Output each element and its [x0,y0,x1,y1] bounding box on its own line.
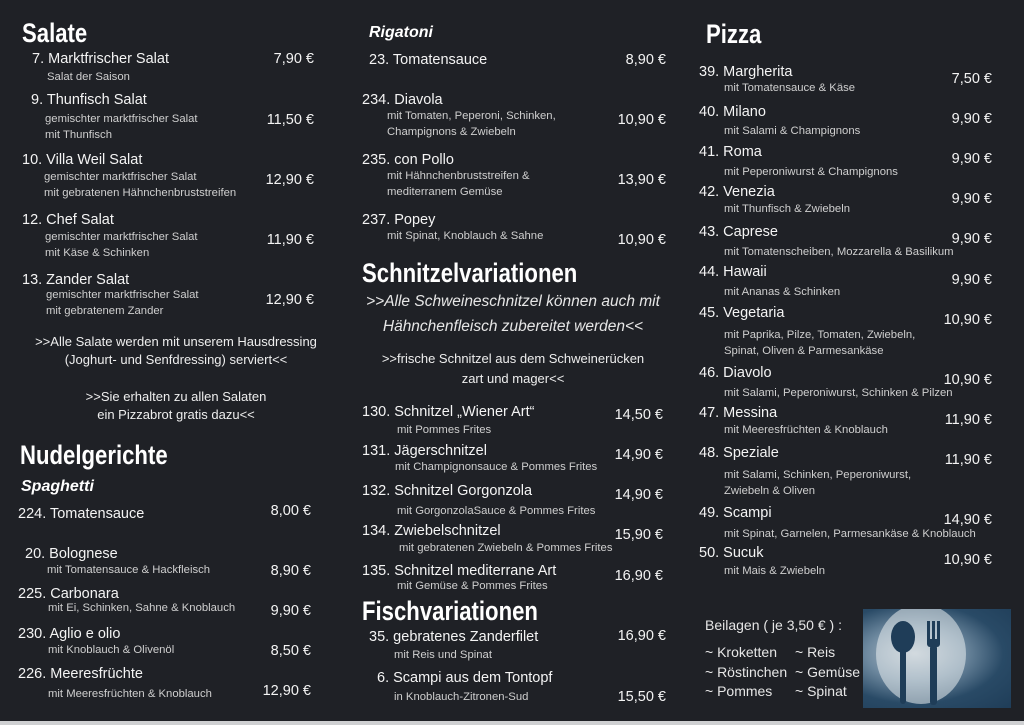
schnitzel-item-price: 14,50 € [614,407,663,423]
side-dish-item: ~ Röstinchen [705,664,788,680]
side-dish-item: ~ Spinat [795,683,847,699]
schnitzel-item-name: 135. Schnitzel mediterrane Art [362,563,557,579]
rigatoni-item-name: 237. Popey [362,212,436,228]
schnitzel-item-price: 15,90 € [614,527,663,543]
pizza-item-description: Zwiebeln & Oliven [724,485,816,497]
pizza-item-name: 50. Sucuk [699,545,764,561]
salad-item-description: gemischter marktfrischer Salat [46,289,199,301]
spaghetti-item-price: 9,90 € [270,603,311,619]
pizza-item-price: 9,90 € [951,231,992,247]
salad-item-description: mit gebratenem Zander [46,305,164,317]
salad-item-name: 12. Chef Salat [22,212,114,228]
salad-item-description: mit Käse & Schinken [45,247,150,259]
salad-item-name: 13. Zander Salat [22,272,130,288]
schnitzel-item-price: 14,90 € [614,487,663,503]
schnitzel-item-name: 134. Zwiebelschnitzel [362,523,501,539]
spoon-fork-icon [863,609,1011,708]
salad-item-description: mit gebratenen Hähnchenbruststreifen [44,187,237,199]
spaghetti-item-name: 230. Aglio e olio [18,626,121,642]
schnitzel-info: zart und mager<< [461,371,565,386]
schnitzel-item-description: mit Gemüse & Pommes Frites [397,580,548,592]
pizza-item-price: 7,50 € [951,71,992,87]
schnitzel-info: Hähnchenfleisch zubereitet werden<< [382,318,644,335]
salad-item-price: 12,90 € [265,292,314,308]
bottom-border [0,721,1024,725]
side-dish-item: ~ Kroketten [705,644,777,660]
fish-item-price: 16,90 € [617,628,666,644]
spaghetti-item-name: 224. Tomatensauce [18,506,145,522]
schnitzel-info: >>Alle Schweineschnitzel können auch mit [366,293,660,310]
salad-note: >>Alle Salate werden mit unserem Hausdressing [35,334,317,349]
rigatoni-item-description: mit Tomaten, Peperoni, Schinken, [387,110,556,122]
pizza-item-description: Spinat, Oliven & Parmesankäse [724,345,884,357]
salad-item-price: 12,90 € [265,172,314,188]
rigatoni-item-name: 23. Tomatensauce [369,52,488,68]
section-title-salate: Salate [22,18,88,48]
schnitzel-item-description: mit GorgonzolaSauce & Pommes Frites [397,505,596,517]
pizza-item-price: 11,90 € [944,412,992,428]
schnitzel-item-name: 132. Schnitzel Gorgonzola [362,483,533,499]
pizza-item-name: 45. Vegetaria [699,305,785,321]
pizza-item-description: mit Ananas & Schinken [724,286,841,298]
pizza-item-description: mit Salami & Champignons [724,125,861,137]
salad-item-description: gemischter marktfrischer Salat [44,171,197,183]
pizza-item-name: 41. Roma [699,144,762,160]
pizza-item-description: mit Tomatensauce & Käse [724,82,856,94]
subsection-title-spaghetti: Spaghetti [21,478,94,495]
rigatoni-item-price: 10,90 € [617,112,666,128]
schnitzel-item-name: 130. Schnitzel „Wiener Art“ [362,404,535,420]
salad-item-description: gemischter marktfrischer Salat [45,113,198,125]
salad-item-description: gemischter marktfrischer Salat [45,231,198,243]
rigatoni-item-price: 13,90 € [617,172,666,188]
spaghetti-item-price: 8,90 € [270,563,311,579]
side-dish-item: ~ Gemüse [795,664,860,680]
section-title-fisch: Fischvariationen [362,596,538,626]
salad-note: (Joghurt- und Senfdressing) serviert<< [64,352,288,367]
salad-item-price: 11,50 € [266,112,314,128]
cutlery-image [863,609,1011,708]
fish-item-price: 15,50 € [617,689,666,705]
pizza-item-name: 39. Margherita [699,64,793,80]
pizza-item-name: 43. Caprese [699,224,778,240]
pizza-item-description: mit Peperoniwurst & Champignons [724,166,898,178]
pizza-item-name: 42. Venezia [699,184,775,200]
pizza-item-description: mit Spinat, Garnelen, Parmesankäse & Knoblauch [724,528,976,540]
pizza-item-price: 9,90 € [951,111,992,127]
fish-item-description: mit Reis und Spinat [394,649,492,661]
pizza-item-price: 9,90 € [951,272,992,288]
schnitzel-item-price: 16,90 € [614,568,663,584]
salad-item-description: Salat der Saison [47,71,130,83]
rigatoni-item-description: Champignons & Zwiebeln [387,126,516,138]
pizza-item-name: 48. Speziale [699,445,779,461]
salad-item-name: 10. Villa Weil Salat [22,152,143,168]
pizza-item-name: 49. Scampi [699,505,772,521]
schnitzel-item-description: mit Champignonsauce & Pommes Frites [395,461,598,473]
salad-item-name: 9. Thunfisch Salat [31,92,147,108]
fish-item-name: 6. Scampi aus dem Tontopf [377,670,553,686]
section-title-schnitzel: Schnitzelvariationen [362,258,578,288]
pizza-item-description: mit Mais & Zwiebeln [724,565,826,577]
pizza-item-price: 11,90 € [944,452,992,468]
rigatoni-item-price: 10,90 € [617,232,666,248]
pizza-item-name: 40. Milano [699,104,766,120]
spaghetti-item-name: 225. Carbonara [18,586,119,602]
pizza-item-description: mit Paprika, Pilze, Tomaten, Zwiebeln, [724,329,916,341]
rigatoni-item-description: mit Hähnchenbruststreifen & [387,170,530,182]
rigatoni-item-description: mediterranem Gemüse [387,186,503,198]
spaghetti-item-name: 226. Meeresfrüchte [18,666,143,682]
pizza-item-price: 10,90 € [943,372,992,388]
pizza-item-name: 44. Hawaii [699,264,767,280]
pizza-item-description: mit Salami, Peperoniwurst, Schinken & Pilzen [724,387,953,399]
pizza-item-price: 9,90 € [951,191,992,207]
spaghetti-item-description: mit Meeresfrüchten & Knoblauch [48,688,212,700]
schnitzel-item-description: mit Pommes Frites [397,424,492,436]
rigatoni-item-name: 234. Diavola [362,92,443,108]
rigatoni-item-price: 8,90 € [625,52,666,68]
pizza-item-price: 10,90 € [943,312,992,328]
spaghetti-item-price: 8,00 € [270,503,311,519]
spaghetti-item-description: mit Ei, Schinken, Sahne & Knoblauch [48,602,236,614]
schnitzel-item-price: 14,90 € [614,447,663,463]
schnitzel-item-name: 131. Jägerschnitzel [362,443,487,459]
side-dish-item: ~ Reis [795,644,836,660]
salad-item-description: mit Thunfisch [45,129,112,141]
spaghetti-item-description: mit Knoblauch & Olivenöl [48,644,175,656]
side-dish-item: ~ Pommes [705,683,773,699]
section-title-pizza: Pizza [706,19,762,49]
rigatoni-item-name: 235. con Pollo [362,152,454,168]
pizza-item-price: 9,90 € [951,151,992,167]
pizza-item-price: 10,90 € [943,552,992,568]
salad-item-name: 7. Marktfrischer Salat [32,51,169,67]
pizza-item-description: mit Thunfisch & Zwiebeln [724,203,850,215]
schnitzel-item-description: mit gebratenen Zwiebeln & Pommes Frites [399,542,613,554]
pizza-item-price: 14,90 € [943,512,992,528]
pizza-item-name: 46. Diavolo [699,365,772,381]
fish-item-name: 35. gebratenes Zanderfilet [369,629,539,645]
salad-note: ein Pizzabrot gratis dazu<< [97,407,255,422]
schnitzel-info: >>frische Schnitzel aus dem Schweinerücken [381,351,645,366]
spaghetti-item-description: mit Tomatensauce & Hackfleisch [47,564,211,576]
subsection-title-rigatoni: Rigatoni [369,24,433,41]
pizza-item-description: mit Tomatenscheiben, Mozzarella & Basilikum [724,246,954,258]
salad-item-price: 11,90 € [266,232,314,248]
salad-note: >>Sie erhalten zu allen Salaten [85,389,267,404]
salad-item-price: 7,90 € [273,51,314,67]
section-title-nudelgerichte: Nudelgerichte [20,440,168,470]
pizza-item-name: 47. Messina [699,405,778,421]
side-dishes-title: Beilagen ( je 3,50 € ) : [705,617,842,633]
pizza-item-description: mit Meeresfrüchten & Knoblauch [724,424,888,436]
spaghetti-item-price: 12,90 € [262,683,311,699]
fish-item-description: in Knoblauch-Zitronen-Sud [394,691,529,703]
spaghetti-item-price: 8,50 € [270,643,311,659]
spaghetti-item-name: 20. Bolognese [25,546,118,562]
rigatoni-item-description: mit Spinat, Knoblauch & Sahne [387,230,544,242]
pizza-item-description: mit Salami, Schinken, Peperoniwurst, [724,469,912,481]
